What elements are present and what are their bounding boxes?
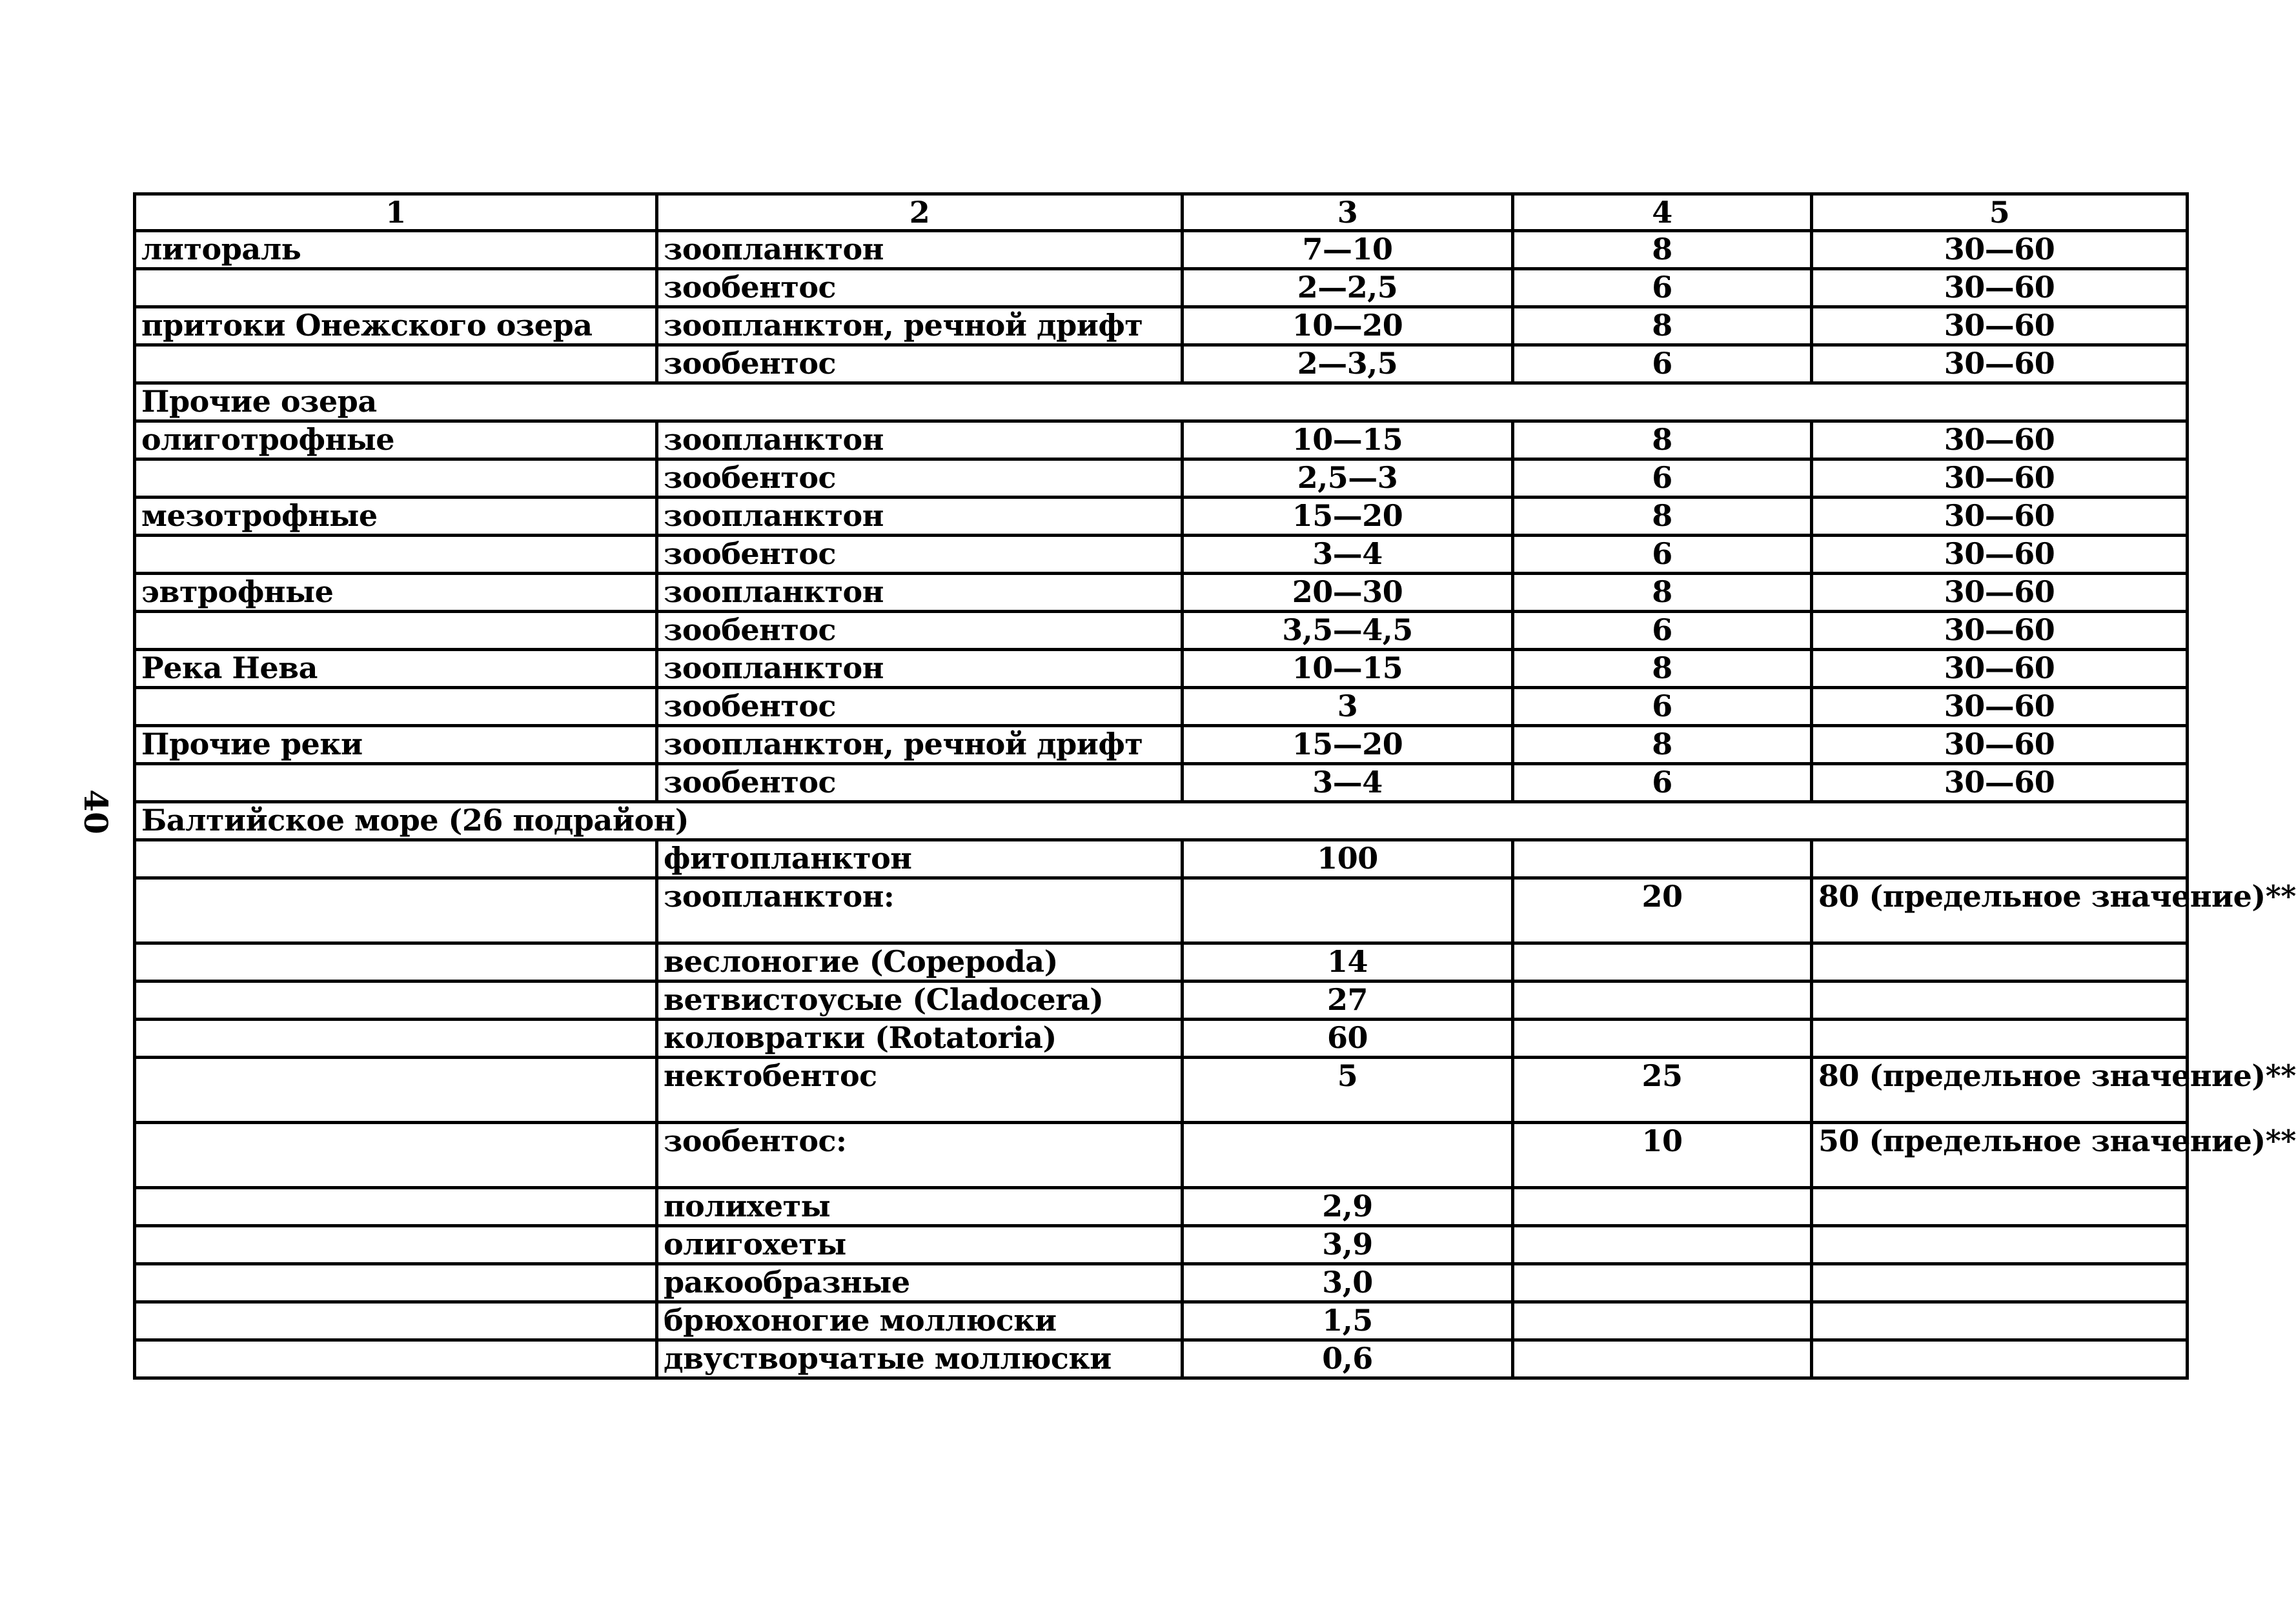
- table-row: [135, 1302, 2188, 1340]
- cell-range: [1812, 1226, 2188, 1264]
- cell-coefficient: 6: [1513, 536, 1812, 574]
- table-row: [135, 943, 2188, 982]
- table-row: [135, 764, 2188, 802]
- section-title: Прочие озера: [135, 383, 2188, 421]
- cell-value: 3—4: [1183, 764, 1513, 802]
- cell-group: зоопланктон, речной дрифт: [657, 726, 1183, 764]
- cell-location: [135, 345, 657, 383]
- cell-location: [135, 1058, 657, 1123]
- cell-location: [135, 536, 657, 574]
- cell-location: [135, 612, 657, 650]
- cell-group: зоопланктон: [657, 574, 1183, 612]
- table-row: [135, 307, 2188, 345]
- cell-value: 27: [1183, 982, 1513, 1020]
- cell-coefficient: [1513, 1188, 1812, 1226]
- table-row: [135, 982, 2188, 1020]
- cell-group: брюхоногие моллюски: [657, 1302, 1183, 1340]
- cell-group: полихеты: [657, 1188, 1183, 1226]
- table-row: [135, 1020, 2188, 1058]
- cell-coefficient: 25: [1513, 1058, 1812, 1123]
- cell-location: [135, 269, 657, 307]
- cell-range: [1812, 1340, 2188, 1378]
- cell-value: 2,9: [1183, 1188, 1513, 1226]
- cell-location: [135, 1264, 657, 1302]
- cell-coefficient: 20: [1513, 878, 1812, 943]
- table-row: [135, 688, 2188, 726]
- cell-value: 10—15: [1183, 650, 1513, 688]
- table-row: [135, 536, 2188, 574]
- table-row: [135, 1226, 2188, 1264]
- cell-coefficient: [1513, 982, 1812, 1020]
- cell-group: зообентос: [657, 269, 1183, 307]
- cell-group: зоопланктон: [657, 421, 1183, 459]
- cell-coefficient: [1513, 943, 1812, 982]
- cell-range: 30—60: [1812, 231, 2188, 269]
- cell-group: зоопланктон: [657, 498, 1183, 536]
- column-number-4: 4: [1513, 194, 1812, 231]
- data-table: [133, 192, 2296, 1380]
- cell-value: [1183, 878, 1513, 943]
- cell-coefficient: [1513, 1340, 1812, 1378]
- cell-coefficient: 6: [1513, 459, 1812, 498]
- page-number: 40: [77, 789, 115, 834]
- table-section-row: [135, 802, 2188, 840]
- cell-value: 3: [1183, 688, 1513, 726]
- cell-location: [135, 764, 657, 802]
- cell-location: [135, 1340, 657, 1378]
- cell-coefficient: 8: [1513, 307, 1812, 345]
- cell-range: [1812, 982, 2188, 1020]
- cell-group: зообентос: [657, 688, 1183, 726]
- cell-range: [1812, 1264, 2188, 1302]
- cell-group: ракообразные: [657, 1264, 1183, 1302]
- cell-coefficient: 8: [1513, 231, 1812, 269]
- cell-range: 30—60: [1812, 459, 2188, 498]
- table-row: [135, 1264, 2188, 1302]
- cell-value: 2—3,5: [1183, 345, 1513, 383]
- cell-range: 80 (предельное значение)**: [1812, 878, 2188, 943]
- cell-group: зообентос: [657, 536, 1183, 574]
- column-number-1: 1: [135, 194, 657, 231]
- cell-range: 80 (предельное значение)**: [1812, 1058, 2188, 1123]
- table-row: [135, 1058, 2188, 1123]
- cell-coefficient: [1513, 1226, 1812, 1264]
- cell-value: 0,6: [1183, 1340, 1513, 1378]
- cell-coefficient: 8: [1513, 421, 1812, 459]
- cell-value: 15—20: [1183, 498, 1513, 536]
- cell-range: 30—60: [1812, 307, 2188, 345]
- cell-range: 50 (предельное значение)**: [1812, 1123, 2188, 1188]
- cell-value: 2,5—3: [1183, 459, 1513, 498]
- cell-value: 15—20: [1183, 726, 1513, 764]
- cell-location: [135, 1226, 657, 1264]
- cell-location: [135, 982, 657, 1020]
- cell-location: [135, 1302, 657, 1340]
- cell-group: веслоногие (Copepoda): [657, 943, 1183, 982]
- cell-coefficient: 10: [1513, 1123, 1812, 1188]
- cell-location: [135, 1123, 657, 1188]
- cell-group: зоопланктон, речной дрифт: [657, 307, 1183, 345]
- cell-coefficient: 6: [1513, 269, 1812, 307]
- cell-coefficient: 8: [1513, 574, 1812, 612]
- cell-range: 30—60: [1812, 269, 2188, 307]
- cell-coefficient: 6: [1513, 764, 1812, 802]
- table-row: [135, 1188, 2188, 1226]
- cell-value: 7—10: [1183, 231, 1513, 269]
- cell-coefficient: [1513, 1264, 1812, 1302]
- cell-group: зообентос: [657, 459, 1183, 498]
- cell-group: зоопланктон:: [657, 878, 1183, 943]
- cell-value: 20—30: [1183, 574, 1513, 612]
- cell-coefficient: [1513, 840, 1812, 878]
- column-number-5: 5: [1812, 194, 2188, 231]
- cell-range: [1812, 1020, 2188, 1058]
- table-row: [135, 650, 2188, 688]
- table-row: [135, 1340, 2188, 1378]
- cell-group: зообентос:: [657, 1123, 1183, 1188]
- cell-value: 3,9: [1183, 1226, 1513, 1264]
- cell-coefficient: 6: [1513, 345, 1812, 383]
- cell-value: 10—20: [1183, 307, 1513, 345]
- table-section-row: [135, 383, 2188, 421]
- cell-value: 1,5: [1183, 1302, 1513, 1340]
- table-row: [135, 421, 2188, 459]
- cell-group: олигохеты: [657, 1226, 1183, 1264]
- cell-location: [135, 840, 657, 878]
- cell-value: 5: [1183, 1058, 1513, 1123]
- cell-group: нектобентос: [657, 1058, 1183, 1123]
- cell-group: зообентос: [657, 764, 1183, 802]
- cell-location: эвтрофные: [135, 574, 657, 612]
- cell-group: зообентос: [657, 612, 1183, 650]
- column-number-2: 2: [657, 194, 1183, 231]
- cell-range: 30—60: [1812, 650, 2188, 688]
- table-row: [135, 1123, 2188, 1188]
- cell-value: 3,5—4,5: [1183, 612, 1513, 650]
- table-row: [135, 498, 2188, 536]
- table-row: [135, 231, 2188, 269]
- cell-range: 30—60: [1812, 421, 2188, 459]
- cell-value: 3,0: [1183, 1264, 1513, 1302]
- cell-group: двустворчатые моллюски: [657, 1340, 1183, 1378]
- table-row: [135, 612, 2188, 650]
- cell-location: [135, 943, 657, 982]
- table-row: [135, 840, 2188, 878]
- cell-range: 30—60: [1812, 536, 2188, 574]
- cell-value: 10—15: [1183, 421, 1513, 459]
- cell-group: фитопланктон: [657, 840, 1183, 878]
- cell-group: зоопланктон: [657, 231, 1183, 269]
- table-row: [135, 574, 2188, 612]
- table-row: [135, 878, 2188, 943]
- cell-value: 3—4: [1183, 536, 1513, 574]
- cell-group: ветвистоусые (Cladocera): [657, 982, 1183, 1020]
- cell-group: зообентос: [657, 345, 1183, 383]
- cell-group: зоопланктон: [657, 650, 1183, 688]
- cell-coefficient: [1513, 1020, 1812, 1058]
- cell-range: [1812, 1302, 2188, 1340]
- cell-location: литораль: [135, 231, 657, 269]
- cell-coefficient: 6: [1513, 612, 1812, 650]
- cell-coefficient: [1513, 1302, 1812, 1340]
- cell-location: [135, 1188, 657, 1226]
- table-row: [135, 269, 2188, 307]
- cell-location: мезотрофные: [135, 498, 657, 536]
- cell-coefficient: 8: [1513, 498, 1812, 536]
- cell-value: 60: [1183, 1020, 1513, 1058]
- cell-location: Река Нева: [135, 650, 657, 688]
- cell-range: 30—60: [1812, 764, 2188, 802]
- cell-range: 30—60: [1812, 612, 2188, 650]
- cell-location: Прочие реки: [135, 726, 657, 764]
- table-row: [135, 459, 2188, 498]
- table-header-row: [135, 194, 2188, 231]
- cell-location: [135, 459, 657, 498]
- cell-group: коловратки (Rotatoria): [657, 1020, 1183, 1058]
- cell-range: 30—60: [1812, 688, 2188, 726]
- cell-coefficient: 6: [1513, 688, 1812, 726]
- cell-range: [1812, 840, 2188, 878]
- cell-coefficient: 8: [1513, 650, 1812, 688]
- table-row: [135, 345, 2188, 383]
- cell-location: [135, 878, 657, 943]
- cell-value: 2—2,5: [1183, 269, 1513, 307]
- cell-location: олиготрофные: [135, 421, 657, 459]
- cell-value: [1183, 1123, 1513, 1188]
- column-number-3: 3: [1183, 194, 1513, 231]
- cell-coefficient: 8: [1513, 726, 1812, 764]
- cell-range: 30—60: [1812, 726, 2188, 764]
- cell-location: [135, 688, 657, 726]
- cell-location: притоки Онежского озера: [135, 307, 657, 345]
- cell-value: 14: [1183, 943, 1513, 982]
- cell-range: 30—60: [1812, 345, 2188, 383]
- cell-range: 30—60: [1812, 574, 2188, 612]
- cell-range: [1812, 1188, 2188, 1226]
- section-title: Балтийское море (26 подрайон): [135, 802, 2188, 840]
- cell-range: 30—60: [1812, 498, 2188, 536]
- cell-location: [135, 1020, 657, 1058]
- table-row: [135, 726, 2188, 764]
- cell-value: 100: [1183, 840, 1513, 878]
- cell-range: [1812, 943, 2188, 982]
